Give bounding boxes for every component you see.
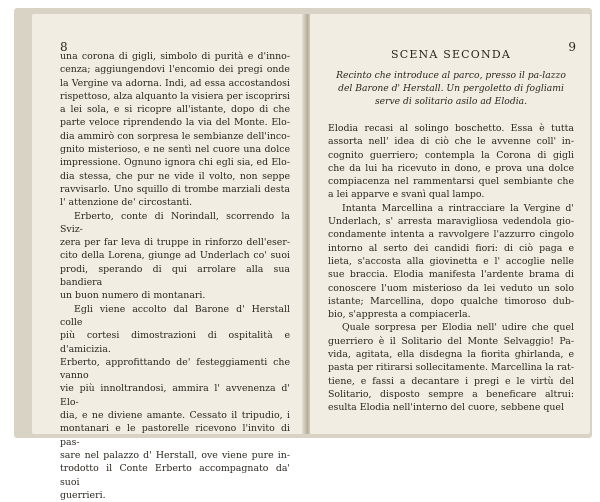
page-number: 8 — [60, 40, 68, 54]
text-line: bio, s'appresta a compiacerla. — [328, 309, 471, 321]
text-line: Erberto, approfittando de' festeggiamenti che vanno — [60, 356, 290, 382]
text-line: vida, agitata, ella disdegna la fiorita ghirlanda, e — [328, 349, 574, 361]
text-line: esulta Elodia nell'interno del cuore, sebbene quel — [328, 402, 564, 414]
text-line: pasta per ritirarsi sollecitamente. Marcellina la rat- — [328, 362, 574, 374]
text-line: Erberto, conte di Norindall, scorrendo la Sviz- — [60, 210, 290, 235]
text-line: zera per far leva di truppe in rinforzo dell'eser- — [60, 237, 290, 249]
text-line: Egli viene accolto dal Barone d' Herstall colle — [60, 303, 290, 328]
text-line: dia, e ne diviene amante. Cessato il tripudio, i — [60, 410, 290, 422]
left-page — [32, 14, 304, 501]
text-line: parte veloce riprendendo la via del Monte. Elo- — [60, 117, 290, 129]
text-line: una corona di gigli, simbolo di purità e d'inno- — [60, 51, 290, 62]
scene-title: SCENA SECONDA — [390, 48, 512, 61]
text-line: Elodia recasi al solingo boschetto. Essa è tutta — [328, 123, 574, 134]
text-line: sue braccia. Elodia manifesta l'ardente brama di — [328, 269, 574, 281]
text-line: dia ammirò con sorpresa le sembianze dell'inco- — [60, 130, 290, 142]
text-line: guerriero è il Solitario del Monte Selvaggio! Pa- — [328, 335, 574, 347]
text-line: impressione. Ognuno ignora chi egli sia, ed Elo- — [60, 157, 290, 169]
stage-direction: Recinto che introduce al parco, presso il pa-lazzo del Barone d' Herstall. Un pergoletto di fogliami serve di solitario asilo ad Elodia. — [336, 70, 566, 107]
text-line: rispettoso, alza alquanto la visiera per iscoprirsi — [60, 90, 290, 102]
right-page — [310, 14, 590, 434]
text-line: un buon numero di montanari. — [60, 290, 206, 302]
text-line: istante; Marcellina, dopo qualche timoroso dub- — [328, 295, 574, 307]
text-line: tiene, e fassi a decantare i pregi e le virtù del — [328, 375, 574, 387]
text-line: l' attenzione de' circostanti. — [60, 197, 193, 209]
text-line: cognito guerriero; contempla la Corona di gigli — [328, 149, 574, 161]
text-line: intorno al serto dei candidi fiori: di ciò paga e — [328, 242, 574, 254]
text-line: trodotto il Conte Erberto accompagnato da' suoi — [60, 463, 290, 488]
text-line: vie più innoltrandosi, ammira l' avvenenza d' Elo- — [60, 383, 290, 408]
open-book — [14, 8, 592, 501]
text-line: cito della Lorena, giunge ad Underlach co' suoi — [60, 250, 290, 262]
text-line: Solitario, disposto sempre a beneficare altrui: — [328, 388, 574, 400]
text-line: assorta nell' idea di ciò che le avvenne coll' in- — [328, 136, 574, 148]
text-line: a lei sola, e si ricopre all'istante, dopo di che — [60, 104, 290, 116]
right-body-text — [328, 122, 574, 415]
text-line: che da lui ha ricevuto in dono, e prova una dolce — [328, 162, 574, 174]
left-body-text — [60, 50, 290, 502]
text-line: Underlach, s' arresta maravigliosa vedendola gio- — [328, 216, 574, 228]
text-line: Intanta Marcellina a rintracciare la Vergine d' — [342, 202, 574, 214]
text-line: sare nel palazzo d' Herstall, ove viene pure in- — [60, 449, 290, 461]
text-line: lieta, s'accosta alla giovinetta e l' accoglie nelle — [328, 255, 574, 267]
text-line: guerrieri. — [60, 489, 106, 501]
text-line: montanari e le pastorelle ricevono l'invito di pas- — [60, 423, 290, 448]
text-line: cenza; aggiungendovi l'encomio dei pregi onde — [60, 64, 290, 76]
text-line: condamente intenta a ravvolgere l'azzurro cingolo — [328, 229, 574, 241]
text-line: conoscere l'uom misterioso da lei veduto un solo — [328, 282, 574, 294]
text-line: dia stessa, che pur ne vide il volto, non seppe — [60, 170, 290, 182]
text-line: a lei apparve e svanì qual lampo. — [328, 189, 485, 201]
text-line: compiacenza nel rammentarsi quel sembiante che — [328, 176, 574, 188]
text-line: la Vergine va adorna. Indi, ad essa accostandosi — [60, 77, 290, 89]
text-line: gnito misterioso, e ne sentì nel cuore una dolce — [60, 144, 290, 156]
text-line: Quale sorpresa per Elodia nell' udire che quel — [342, 322, 574, 334]
page-number: 9 — [568, 40, 576, 54]
text-line: prodi, sperando di qui arrolare alla sua bandiera — [60, 263, 290, 289]
text-line: più cortesi dimostrazioni di ospitalità e d'amicizia. — [60, 330, 290, 355]
text-line: ravvisarlo. Uno squillo di trombe marziali desta — [60, 183, 290, 195]
